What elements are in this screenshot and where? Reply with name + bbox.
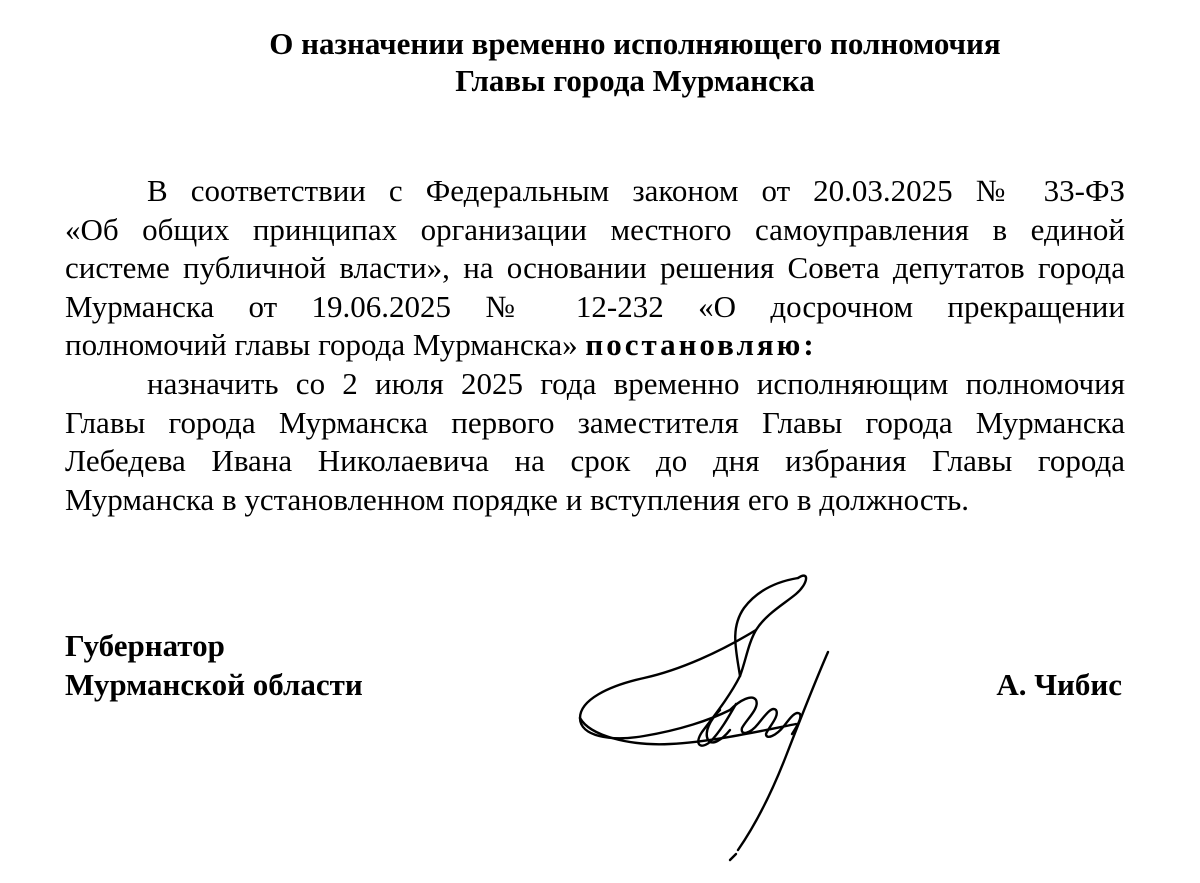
signatory-position-line-2: Мурманской области <box>65 667 363 702</box>
paragraph-2-line-4: Мурманска в установленном порядке и вступления его в должность. <box>65 481 970 517</box>
signatory-position <box>65 626 363 704</box>
signatory-position-line-1: Губернатор <box>65 628 225 663</box>
paragraph-2-line-2: Главы города Мурманска первого заместителя Главы города Мурманска <box>65 404 1125 440</box>
document-title <box>0 25 1200 99</box>
paragraph-1-line-5 <box>65 326 1125 365</box>
paragraph-1-line-4: Мурманска от 19.06.2025 № 12-232 «О досрочном прекращении <box>65 288 1125 324</box>
paragraph-2-line-1: назначить со 2 июля 2025 года временно исполняющим полномочия <box>147 365 1125 401</box>
paragraph-2-line-3: Лебедева Ивана Николаевича на срок до дня избрания Главы города <box>65 443 1125 479</box>
document-body <box>65 172 1125 519</box>
paragraph-1-line-3: системе публичной власти», на основании решения Совета депутатов города <box>65 250 1125 286</box>
signatory-name: А. Чибис <box>996 667 1122 702</box>
decree-keyword: постановляю: <box>585 327 817 363</box>
title-line-2: Главы города Мурманска <box>455 63 815 98</box>
paragraph-1-line-1: В соответствии с Федеральным законом от 20.03.2025 № 33-ФЗ <box>147 173 1125 208</box>
title-line-1: О назначении временно исполняющего полномочия <box>269 26 1001 61</box>
paragraph-1-line-2: «Об общих принципах организации местного самоуправления в единой <box>65 211 1125 247</box>
handwritten-signature <box>560 560 860 870</box>
paragraph-1-line-5-text: полномочий главы города Мурманска» <box>65 327 586 363</box>
